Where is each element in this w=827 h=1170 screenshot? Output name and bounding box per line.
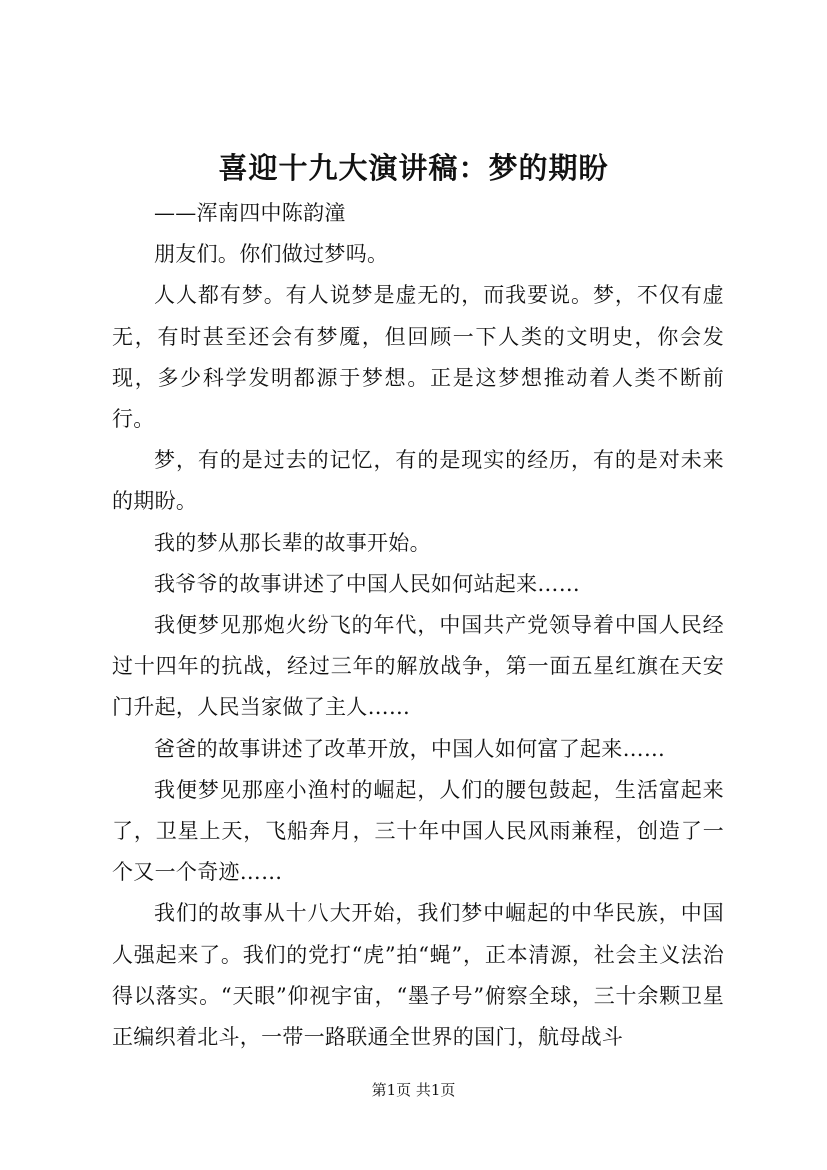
paragraph: 梦，有的是过去的记忆，有的是现实的经历，有的是对未来的期盼。 [112, 448, 724, 514]
paragraph: 我的梦从那长辈的故事开始。 [154, 530, 431, 555]
paragraph: 人人都有梦。有人说梦是虚无的，而我要说。梦，不仅有虚无，有时甚至还会有梦魇，但回顾一下人类的文明史，你会发现，多少科学发明都源于梦想。正是这梦想推动着人类不断前行。 [112, 283, 724, 432]
paragraph: 爸爸的故事讲述了改革开放，中国人如何富了起来…… [154, 736, 666, 761]
paragraph: 我们的故事从十八大开始，我们梦中崛起的中华民族，中国人强起来了。我们的党打“虎”拍“蝇”，正本清源，社会主义法治得以落实。“天眼”仰视宇宙，“墨子号”俯察全球，三十余颗卫星正编织着北斗，一带一路联通全世界的国门，航母战斗 [112, 901, 724, 1050]
page-footer: 第1页 共1页 [371, 1081, 456, 1099]
paragraph: 朋友们。你们做过梦吗。 [154, 242, 389, 267]
byline: ——浑南四中陈韵潼 [154, 201, 346, 225]
paragraph: 我便梦见那座小渔村的崛起，人们的腰包鼓起，生活富起来了，卫星上天，飞船奔月，三十年中国人民风雨兼程，创造了一个又一个奇迹…… [112, 777, 724, 885]
paragraph: 我爷爷的故事讲述了中国人民如何站起来…… [154, 571, 580, 596]
paragraph: 我便梦见那炮火纷飞的年代，中国共产党领导着中国人民经过十四年的抗战，经过三年的解放战争，第一面五星红旗在天安门升起，人民当家做了主人…… [112, 613, 724, 720]
document-title: 喜迎十九大演讲稿：梦的期盼 [218, 151, 609, 185]
document-body [112, 193, 724, 1058]
